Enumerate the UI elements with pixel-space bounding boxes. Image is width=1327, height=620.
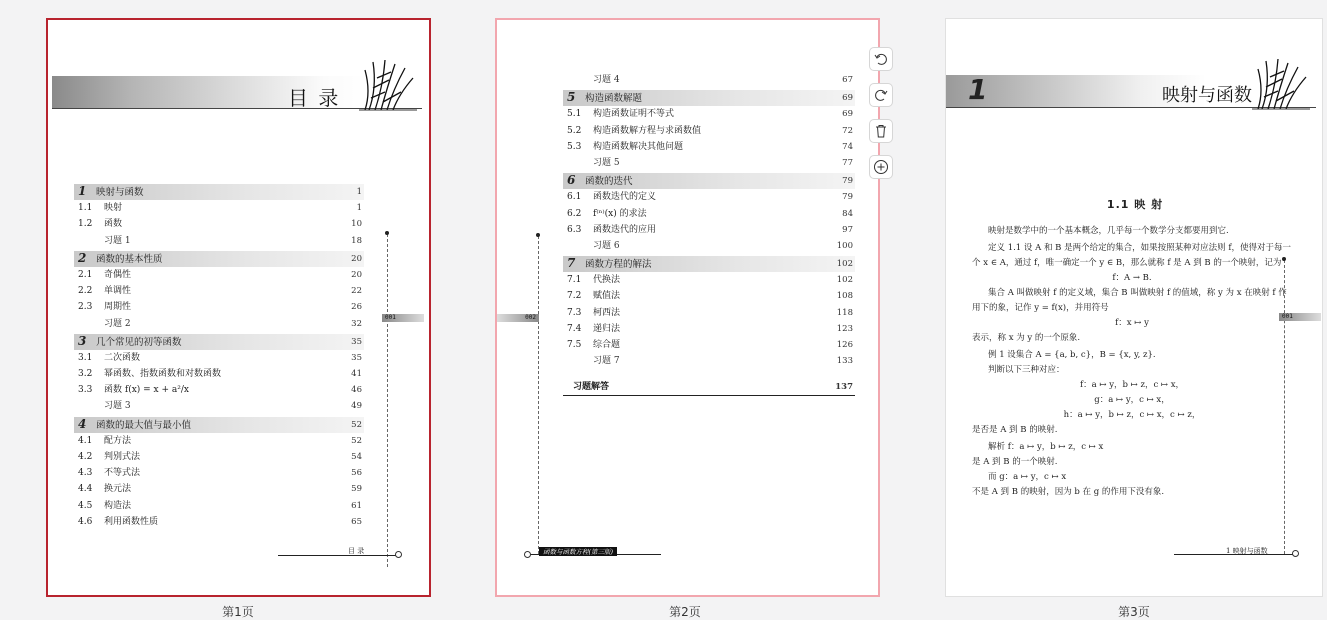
chapter-title: 构造函数解题 [585,93,643,105]
toc-page-number: 18 [351,235,362,246]
spacer [563,369,855,379]
toc-entry[interactable] [563,337,855,353]
page-tab: 001 [382,314,424,322]
toc-page-number: 65 [351,516,362,527]
toc-entry-label [567,72,620,88]
toc-entry-label [78,316,131,332]
toc-page-number: 35 [351,352,362,363]
toc-chapter[interactable] [563,256,855,272]
toc-entry-title: f⁽ⁿ⁾(x) 的求法 [593,208,647,219]
toc-entry-title: 周期性 [104,302,132,313]
page-caption-3: 第3页 [1118,605,1150,619]
toc-page-number: 123 [836,323,853,334]
toc-section-number: 3.1 [78,352,93,363]
toc-page-number: 59 [351,484,362,495]
toc-entry[interactable] [74,200,364,216]
toc-entry[interactable] [74,350,364,366]
toc-page-number: 97 [842,224,853,235]
toc-section-number: 7.2 [567,291,582,302]
toc-section-number: 4.1 [78,435,93,446]
toc-section-number: 3.3 [78,385,93,396]
chapter-number: 2 [78,250,87,265]
toc-entry-label [78,433,131,449]
toc-page-number: 61 [351,500,362,511]
toc-chapter-label [78,333,182,351]
toc-entry-label [78,267,131,283]
toc-entry[interactable] [74,216,364,232]
page-body [972,224,1292,500]
toc-entry-label [567,337,620,353]
toc-entry-title: 函数迭代的应用 [593,224,657,235]
toc-entry-title: 判别式法 [104,452,141,462]
body-paragraph: f：x ↦ y [1115,318,1149,328]
toc-answers[interactable] [563,379,855,395]
reeds-decoration-icon [359,58,417,113]
toc-section-number: 2.3 [78,302,93,313]
toc-entry-title: 习题 5 [593,157,620,168]
toc-page-number: 79 [842,176,853,187]
toc-entry-title: 习题 7 [593,356,620,367]
toc-entry-label [78,299,131,315]
page-tab: 002 [497,314,539,322]
toc-page-number: 41 [351,369,362,380]
toc-page-number: 46 [351,385,362,396]
page-thumbnail-1[interactable] [46,18,431,597]
toc-entry-title: 习题 6 [593,240,620,251]
chapter-number: 7 [567,256,576,271]
toc-chapter[interactable] [563,173,855,189]
toc-entry[interactable] [563,272,855,288]
toc-entry-title: 二次函数 [104,352,141,363]
toc-entry-label [78,366,221,382]
toc-entry-title: 习题 1 [104,235,131,246]
body-paragraph: h：a ↦ y，b ↦ z，c ↦ x，c ↦ z， [1063,410,1201,420]
rotate-right-icon [874,88,888,102]
toc-chapter-label [567,255,652,273]
toc-entry[interactable] [74,382,364,398]
body-paragraph: 是 A 到 B 的一个映射. [972,457,1058,467]
body-paragraph: 表示，称 x 为 y 的一个原象. [972,333,1081,343]
toc-section-number: 4.6 [78,516,93,527]
toc-entry-title: 奇偶性 [104,269,132,280]
toc-page-number: 52 [351,435,362,446]
toc-entry-title: 构造函数解方程与求函数值 [593,125,702,136]
toc-page-number: 74 [842,141,853,152]
toc-page-number: 22 [351,286,362,297]
toc-page-number: 20 [351,269,362,280]
toc-entry-title: 递归法 [593,323,621,334]
toc-page-number: 69 [842,109,853,120]
toc-chapter-label [78,250,163,268]
toc-list [563,72,855,396]
margin-guide [387,234,388,567]
toc-section-number: 5.1 [567,109,582,120]
body-paragraph: f：A → B. [1112,273,1152,283]
toc-entry-title: 配方法 [104,435,132,446]
body-paragraph: 定义 1.1 设 A 和 B 是两个给定的集合，如果按照某种对应法则 f，使得对于每一个 x ∈ A，通过 f，唯一确定一个 y ∈ B，那么就称 f 是 A 到 B 的一个映射，记为 [972,243,1291,268]
toc-entry-label [78,216,122,232]
toc-chapter[interactable] [74,417,364,433]
toc-entry[interactable] [563,305,855,321]
toc-section-number: 7.5 [567,340,582,350]
toc-section-number: 2.1 [78,269,93,280]
toc-entry[interactable] [563,222,855,238]
body-paragraph: 解析 f：a ↦ y，b ↦ z，c ↦ x [988,442,1104,452]
toc-chapter[interactable] [74,184,364,200]
toc-entry-title: 单调性 [104,286,132,297]
toc-entry[interactable] [563,155,855,171]
body-paragraph: 集合 A 叫做映射 f 的定义域，集合 B 叫做映射 f 的值域，称 y 为 x 在映射 f 作用下的象，记作 y = f(x)，并用符号 [972,288,1287,313]
body-paragraph: 而 g：a ↦ y，c ↦ x [988,472,1067,482]
page-footer: 1 映射与函数 [1226,547,1268,555]
toc-entry-label [567,321,620,337]
body-paragraph: 是否是 A 到 B 的映射. [972,425,1058,435]
toc-entry-label [567,222,656,238]
toc-entry[interactable] [74,316,364,332]
toc-entry-label [78,398,131,414]
toc-entry-label [567,123,701,139]
delete-page-button[interactable] [869,119,893,143]
toc-entry[interactable] [563,139,855,155]
toc-page-number: 35 [351,336,362,347]
toc-page-number: 118 [836,307,853,318]
body-paragraph: 不是 A 到 B 的映射，因为 b 在 g 的作用下没有象. [972,487,1165,497]
rotate-left-icon [874,52,888,66]
toc-page-number: 77 [842,157,853,168]
footer-rule [278,555,396,556]
margin-guide [538,236,539,554]
toc-entry[interactable] [74,481,364,497]
toc-page-number: 52 [351,419,362,430]
toc-entry-label [567,288,620,304]
toc-section-number: 5.2 [567,125,582,136]
toc-entry[interactable] [563,189,855,205]
chapter-title: 映射与函数 [96,187,144,198]
trash-icon [874,124,888,138]
toc-page-number: 1 [356,203,362,214]
toc-entry[interactable] [74,267,364,283]
chapter-number: 1 [78,184,87,198]
toc-entry-title: 习题 2 [104,318,131,329]
toc-entry-label [78,382,189,398]
toc-section-number: 1.2 [78,219,93,230]
toc-entry-label [567,353,620,369]
margin-dot [1282,257,1286,261]
toc-section-number: 6.3 [567,224,582,235]
toc-entry[interactable] [74,465,364,481]
toc-section-number: 7.1 [567,275,582,286]
toc-page-number: 32 [351,318,362,329]
toc-entry[interactable] [74,233,364,249]
toc-chapter[interactable] [74,334,364,350]
toc-section-number: 6.2 [567,208,582,219]
chapter-title: 几个常见的初等函数 [96,336,182,348]
toc-chapter-label [567,89,642,107]
toc-section-number: 7.3 [567,307,582,318]
toc-entry[interactable] [563,123,855,139]
chapter-title: 函数方程的解法 [585,259,652,271]
chapter-number: 5 [567,90,576,105]
toc-entry[interactable] [563,106,855,122]
toc-section-number: 2.2 [78,286,93,297]
chapter-number: 6 [567,173,576,188]
toc-entry-label [567,155,620,171]
toc-section-number: 5.3 [567,141,582,152]
toc-entry-label [78,498,131,514]
toc-page-number: 100 [836,240,853,251]
toc-entry-title: 映射 [104,203,123,214]
toc-title: 目 录 [288,86,341,110]
toc-entry[interactable] [74,283,364,299]
toc-entry[interactable] [563,321,855,337]
footer-ring [1292,550,1299,557]
page-thumbnail-2[interactable] [495,18,880,597]
toc-section-number: 4.3 [78,468,93,479]
toc-section-number: 4.2 [78,452,93,462]
toc-chapter[interactable] [74,251,364,267]
toc-entry[interactable] [563,288,855,304]
chapter-title: 函数的基本性质 [96,253,163,265]
toc-entry-label [567,106,674,122]
chapter-title: 函数的最大值与最小值 [96,419,192,431]
chapter-title: 映射与函数 [1162,85,1252,106]
toc-page-number: 54 [351,452,362,462]
toc-page-number: 137 [835,381,853,392]
page-footer: 目 录 [348,547,365,555]
reeds-decoration-icon [1252,57,1310,112]
toc-entry[interactable] [74,299,364,315]
toc-page-number: 26 [351,302,362,313]
margin-guide [1284,260,1285,554]
toc-entry-title: 函数 [104,219,123,230]
toc-page-number: 126 [836,340,853,350]
toc-entry-title: 柯西法 [593,307,621,318]
toc-entry-title: 函数 f(x) = x + a²/x [104,385,189,396]
page-thumbnail-3[interactable] [945,18,1323,597]
chapter-number: 3 [78,333,87,348]
toc-section-number: 4.4 [78,484,93,495]
toc-section-number: 7.4 [567,323,582,334]
toc-entry-label [78,350,140,366]
toc-entry-label [78,200,122,216]
page-caption-1: 第1页 [222,605,254,619]
toc-entry-label [567,206,647,222]
toc-entry[interactable] [563,72,855,88]
toc-entry-title: 换元法 [104,484,132,495]
toc-chapter-label [78,416,191,434]
toc-entry[interactable] [74,366,364,382]
body-paragraph: 判断以下三种对应： [988,365,1065,375]
page-toolbar [869,47,895,191]
margin-dot [385,231,389,235]
chapter-number: 4 [78,416,87,431]
toc-chapter-label [78,183,144,201]
toc-page-number: 20 [351,253,362,264]
toc-page-number: 72 [842,125,853,136]
toc-entry[interactable] [74,449,364,465]
toc-entry-title: 习题 4 [593,75,620,85]
toc-entry-label [78,283,131,299]
section-heading: 1.1 映 射 [1106,198,1164,211]
add-icon [873,159,889,175]
toc-entry-label [78,449,140,465]
toc-entry-label [567,238,620,254]
toc-section-number: 1.1 [78,203,93,214]
footer-ring [395,551,402,558]
toc-entry-label [567,305,620,321]
page-tab: 001 [1279,313,1321,321]
toc-entry-title: 综合题 [593,340,621,350]
toc-entry-title: 构造函数解决其他问题 [593,141,684,152]
toc-page-number: 84 [842,208,853,219]
body-paragraph: 例 1 设集合 A = {a, b, c}，B = {x, y, z}. [988,350,1156,360]
toc-entry-title: 不等式法 [104,468,141,479]
toc-entry[interactable] [74,498,364,514]
toc-entry-title: 构造函数证明不等式 [593,109,675,120]
toc-section-number: 6.1 [567,192,582,203]
toc-page-number: 133 [836,356,853,367]
toc-entry-title: 函数迭代的定义 [593,192,657,203]
toc-page-number: 108 [836,291,853,302]
toc-page-number: 67 [842,75,853,85]
chapter-title: 函数的迭代 [585,176,633,188]
toc-entry-title: 利用函数性质 [104,516,159,527]
toc-entry-label [567,272,620,288]
toc-entry-label [78,514,158,530]
toc-entry[interactable] [563,238,855,254]
toc-entry-label [78,233,131,249]
toc-list [74,182,364,530]
chapter-number: 1 [968,73,990,106]
toc-entry-label [78,465,140,481]
toc-entry-title: 赋值法 [593,291,621,302]
page-footer: 函数与函数方程(第三版) [539,547,617,556]
footer-ring [524,551,531,558]
toc-page-number: 10 [351,219,362,230]
toc-entry-label [78,481,131,497]
toc-entry-label [567,139,683,155]
rotate-left-button[interactable] [869,47,893,71]
add-page-button[interactable] [869,155,893,179]
rotate-right-button[interactable] [869,83,893,107]
toc-page-number: 56 [351,468,362,479]
toc-section-number: 3.2 [78,369,93,380]
margin-dot [536,233,540,237]
toc-section-number: 4.5 [78,500,93,511]
toc-chapter[interactable] [563,90,855,106]
toc-page-number: 102 [836,259,853,270]
toc-page-number: 49 [351,401,362,412]
page-caption-2: 第2页 [669,605,701,619]
body-paragraph: g：a ↦ y，c ↦ x， [1094,395,1170,405]
toc-page-number: 1 [356,187,362,197]
toc-entry[interactable] [563,206,855,222]
toc-page-number: 69 [842,93,853,104]
toc-entry-label [567,189,656,205]
answers-title: 习题解答 [573,381,610,392]
toc-chapter-label [567,172,633,190]
toc-entry[interactable] [74,433,364,449]
toc-entry-title: 代换法 [593,275,621,286]
toc-entry[interactable] [563,353,855,369]
toc-page-number: 102 [836,275,853,286]
toc-entry[interactable] [74,398,364,414]
toc-page-number: 79 [842,192,853,203]
body-paragraph: 映射是数学中的一个基本概念，几乎每一个数学分支都要用到它. [988,226,1229,236]
toc-entry-title: 习题 3 [104,401,131,412]
toc-entry[interactable] [74,514,364,530]
toc-entry-title: 构造法 [104,500,132,511]
toc-entry-title: 幂函数、指数函数和对数函数 [104,369,222,380]
body-paragraph: f：a ↦ y，b ↦ z，c ↦ x， [1079,380,1185,390]
